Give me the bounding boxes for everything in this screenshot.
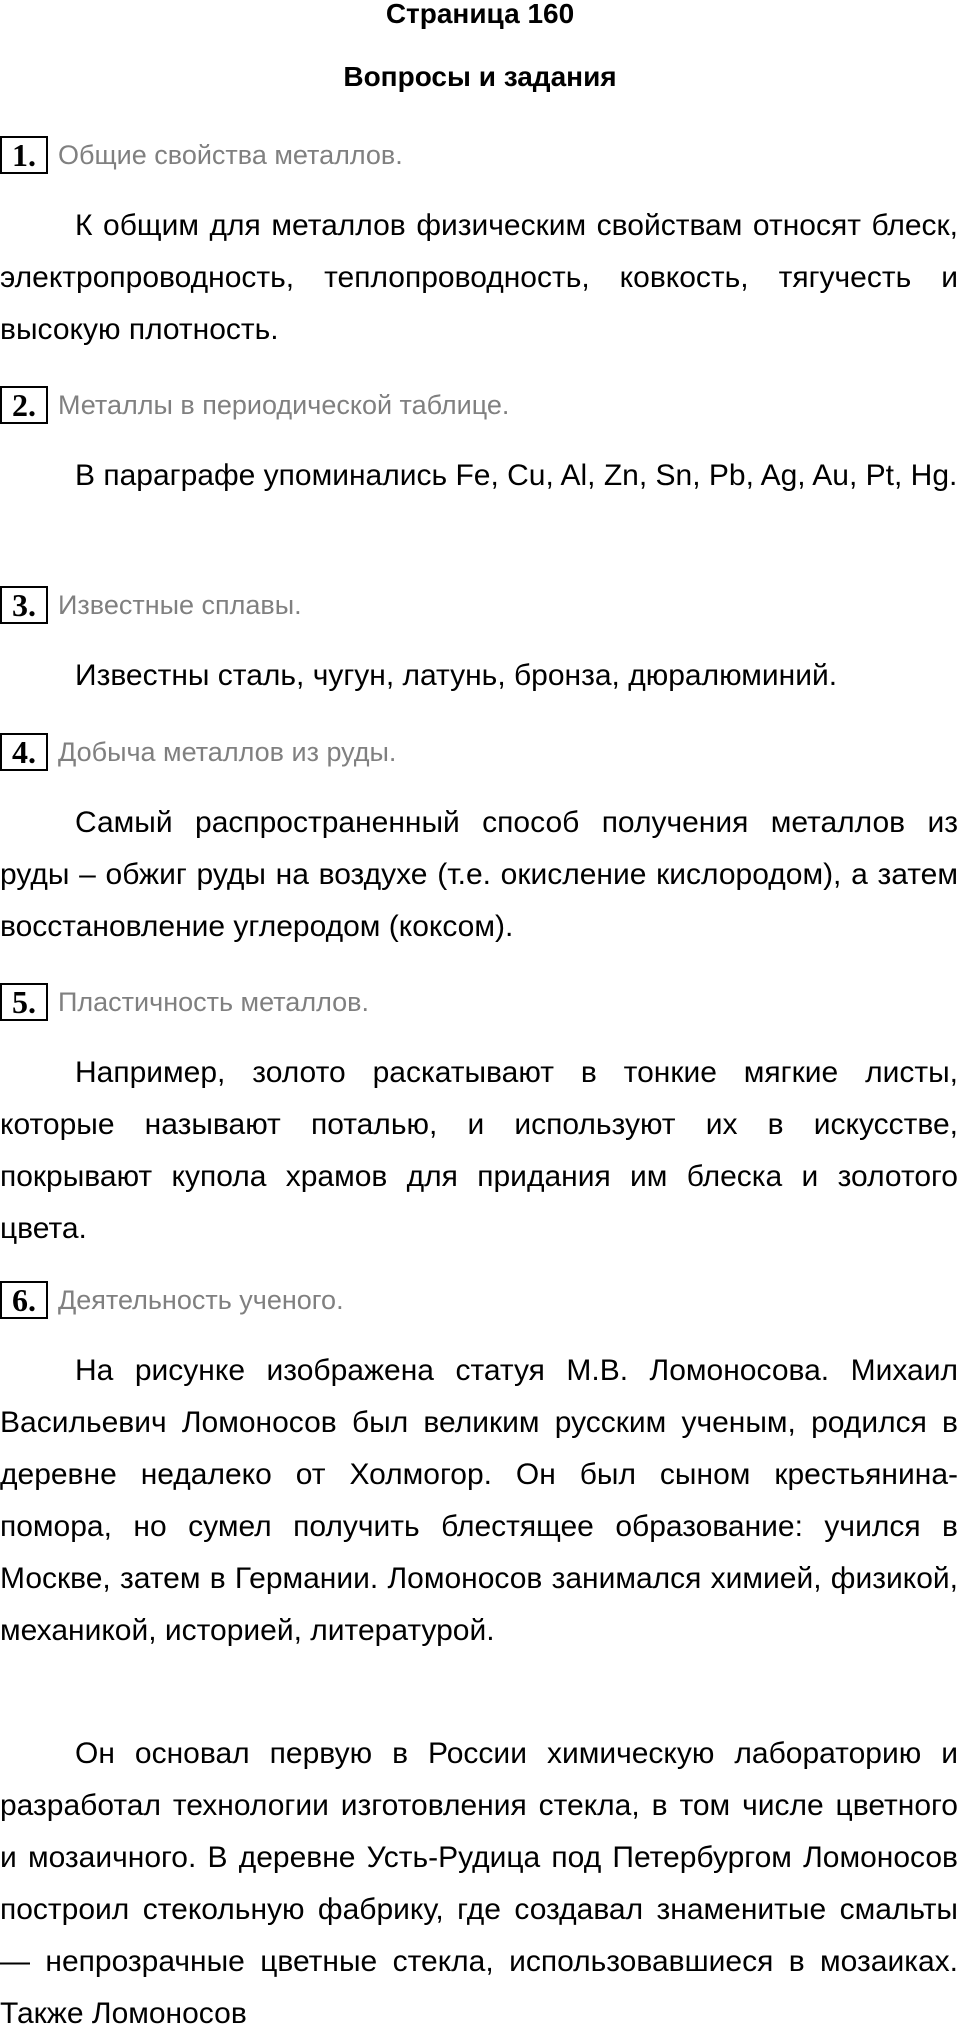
question-header-5 [0, 982, 369, 1022]
answer-1-paragraph: К общим для металлов физическим свойствам относят блеск, электропроводность, теплопроводность, ковкость, тягучесть и высокую плотность. [0, 209, 958, 346]
answer-6-paragraph-1: На рисунке изображена статуя М.В. Ломоносова. Михаил Васильевич Ломоносов был великим русским ученым, родился в деревне недалеко от Холмогор. Он был сыном крестьянина-помора, но сумел получить блестящее образование: учился в Москве, затем в Германии. Ломоносов занимался химией, физикой, механикой, историей, литературой. [0, 1354, 958, 1647]
answer-2-paragraph: В параграфе упоминались Fe, Cu, Al, Zn, Sn, Pb, Ag, Au, Pt, Hg. [75, 459, 958, 492]
question-header-3 [0, 585, 302, 625]
question-header-2 [0, 385, 509, 425]
question-title-2: Металлы в периодической таблице. [58, 389, 510, 420]
question-header-4 [0, 732, 396, 772]
answer-4-paragraph: Самый распространенный способ получения металлов из руды – обжиг руды на воздухе (т.е. окисление кислородом), а затем восстановление углеродом (коксом). [0, 806, 958, 943]
question-title-5: Пластичность металлов. [58, 986, 369, 1017]
question-title-6: Деятельность ученого. [58, 1284, 344, 1315]
question-number-5: 5. [0, 983, 48, 1021]
question-number-1: 1. [0, 136, 48, 174]
section-title: Вопросы и задания [343, 61, 617, 92]
answer-3-paragraph: Известны сталь, чугун, латунь, бронза, дюралюминий. [75, 659, 838, 692]
question-header-1 [0, 135, 403, 175]
question-number-4: 4. [0, 733, 48, 771]
question-title-4: Добыча металлов из руды. [58, 736, 397, 767]
question-number-3: 3. [0, 586, 48, 624]
answer-6-paragraph-2: Он основал первую в России химическую лабораторию и разработал технологии изготовления стекла, в том числе цветного и мозаичного. В деревне Усть-Рудица под Петербургом Ломоносов построил стекольную фабрику, где создавал знаменитые смальты — непрозрачные цветные стекла, использовавшиеся в мозаиках. Также Ломоносов [0, 1737, 958, 2030]
page-title: Страница 160 [385, 0, 575, 29]
question-header-6 [0, 1280, 344, 1320]
question-title-1: Общие свойства металлов. [58, 139, 403, 170]
question-title-3: Известные сплавы. [58, 589, 302, 620]
question-number-6: 6. [0, 1281, 48, 1319]
question-number-2: 2. [0, 386, 48, 424]
answer-5-paragraph: Например, золото раскатывают в тонкие мягкие листы, которые называют поталью, и используют их в искусстве, покрывают купола храмов для придания им блеска и золотого цвета. [0, 1056, 958, 1245]
